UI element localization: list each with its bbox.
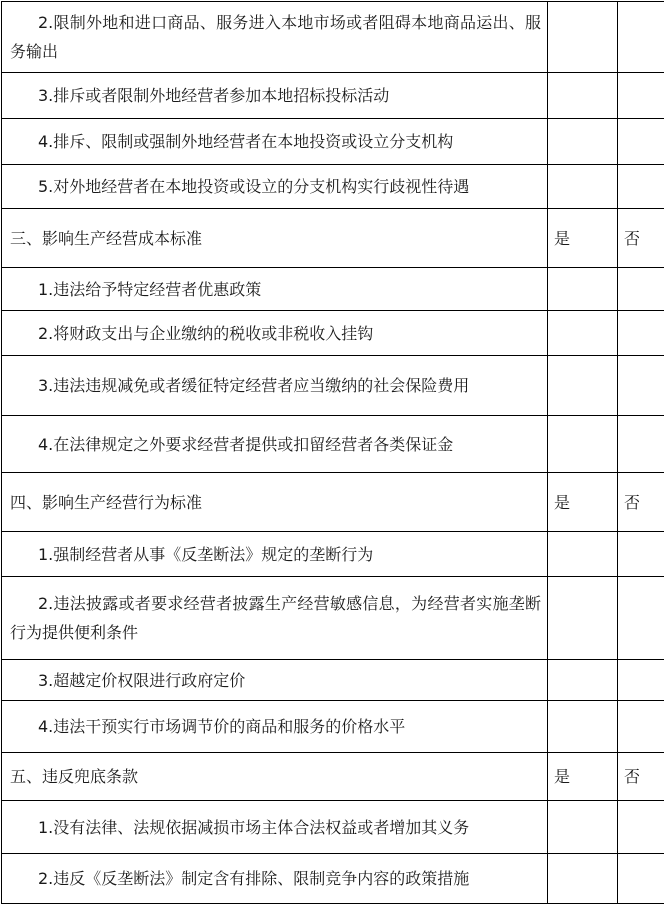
table-row xyxy=(2,660,664,701)
criterion-cell: 1.没有法律、法规依据减损市场主体合法权益或者增加其义务 xyxy=(2,801,548,854)
table-row xyxy=(2,577,664,660)
criterion-cell: 1.违法给予特定经营者优惠政策 xyxy=(2,268,548,311)
yes-cell[interactable] xyxy=(548,165,618,209)
yes-label: 是 xyxy=(548,753,618,801)
no-cell[interactable] xyxy=(618,660,664,701)
yes-cell[interactable] xyxy=(548,73,618,119)
table-row xyxy=(2,311,664,356)
no-cell[interactable] xyxy=(618,2,664,73)
no-cell[interactable] xyxy=(618,356,664,416)
no-label: 否 xyxy=(618,473,664,532)
table-row xyxy=(2,268,664,311)
table-row xyxy=(2,532,664,577)
criterion-cell: 2.违反《反垄断法》制定含有排除、限制竞争内容的政策措施 xyxy=(2,854,548,904)
yes-cell[interactable] xyxy=(548,2,618,73)
table-row xyxy=(2,854,664,904)
yes-cell[interactable] xyxy=(548,854,618,904)
section-header-row xyxy=(2,209,664,268)
no-cell[interactable] xyxy=(618,268,664,311)
criterion-cell: 2.限制外地和进口商品、服务进入本地市场或者阻碍本地商品运出、服务输出 xyxy=(2,2,548,73)
criterion-cell: 2.将财政支出与企业缴纳的税收或非税收入挂钩 xyxy=(2,311,548,356)
section-header-row xyxy=(2,473,664,532)
no-cell[interactable] xyxy=(618,165,664,209)
no-label: 否 xyxy=(618,753,664,801)
no-cell[interactable] xyxy=(618,701,664,753)
no-cell[interactable] xyxy=(618,854,664,904)
table-row xyxy=(2,2,664,73)
table-row xyxy=(2,356,664,416)
criterion-cell: 3.排斥或者限制外地经营者参加本地招标投标活动 xyxy=(2,73,548,119)
section-title: 三、影响生产经营成本标准 xyxy=(2,209,548,268)
no-cell[interactable] xyxy=(618,801,664,854)
yes-cell[interactable] xyxy=(548,660,618,701)
criterion-cell: 2.违法披露或者要求经营者披露生产经营敏感信息，为经营者实施垄断行为提供便利条件 xyxy=(2,577,548,660)
section-title: 四、影响生产经营行为标准 xyxy=(2,473,548,532)
table-row xyxy=(2,119,664,165)
no-cell[interactable] xyxy=(618,119,664,165)
yes-label: 是 xyxy=(548,473,618,532)
criterion-cell: 4.违法干预实行市场调节价的商品和服务的价格水平 xyxy=(2,701,548,753)
yes-cell[interactable] xyxy=(548,268,618,311)
review-checklist-table xyxy=(1,1,664,904)
yes-label: 是 xyxy=(548,209,618,268)
no-cell[interactable] xyxy=(618,416,664,473)
yes-cell[interactable] xyxy=(548,119,618,165)
review-table-body xyxy=(2,2,664,904)
table-row xyxy=(2,165,664,209)
no-cell[interactable] xyxy=(618,577,664,660)
table-row xyxy=(2,73,664,119)
yes-cell[interactable] xyxy=(548,311,618,356)
no-cell[interactable] xyxy=(618,532,664,577)
no-cell[interactable] xyxy=(618,311,664,356)
section-title: 五、违反兜底条款 xyxy=(2,753,548,801)
criterion-cell: 4.在法律规定之外要求经营者提供或扣留经营者各类保证金 xyxy=(2,416,548,473)
yes-cell[interactable] xyxy=(548,416,618,473)
yes-cell[interactable] xyxy=(548,577,618,660)
criterion-cell: 3.违法违规减免或者缓征特定经营者应当缴纳的社会保险费用 xyxy=(2,356,548,416)
criterion-cell: 3.超越定价权限进行政府定价 xyxy=(2,660,548,701)
yes-cell[interactable] xyxy=(548,356,618,416)
criterion-cell: 4.排斥、限制或强制外地经营者在本地投资或设立分支机构 xyxy=(2,119,548,165)
criterion-cell: 5.对外地经营者在本地投资或设立的分支机构实行歧视性待遇 xyxy=(2,165,548,209)
table-row xyxy=(2,416,664,473)
yes-cell[interactable] xyxy=(548,701,618,753)
no-label: 否 xyxy=(618,209,664,268)
section-header-row xyxy=(2,753,664,801)
no-cell[interactable] xyxy=(618,73,664,119)
yes-cell[interactable] xyxy=(548,801,618,854)
table-row xyxy=(2,801,664,854)
yes-cell[interactable] xyxy=(548,532,618,577)
table-row xyxy=(2,701,664,753)
criterion-cell: 1.强制经营者从事《反垄断法》规定的垄断行为 xyxy=(2,532,548,577)
